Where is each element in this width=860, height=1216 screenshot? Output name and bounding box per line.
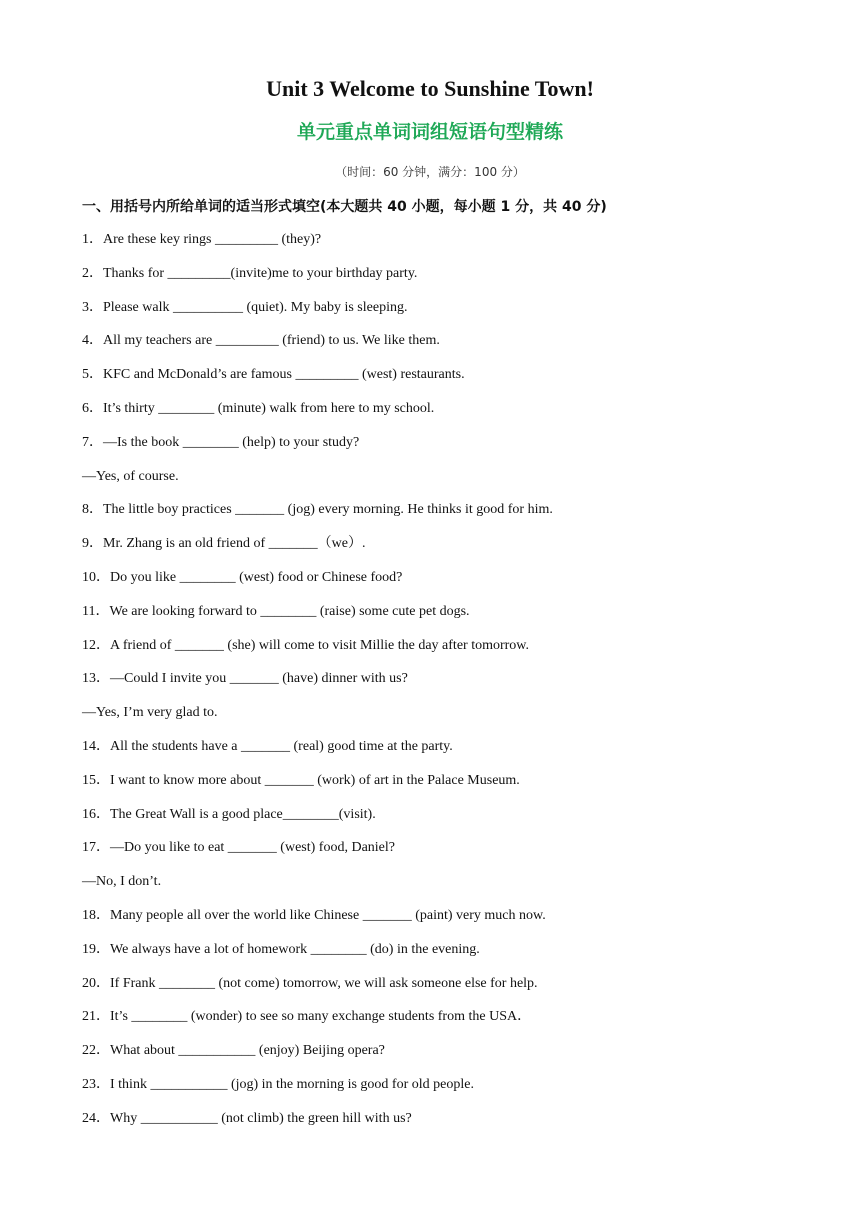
time-score-note: （时间：60 分钟，满分：100 分） xyxy=(335,165,525,179)
exercise-number: 18． xyxy=(82,907,110,923)
exercise-item xyxy=(82,432,802,466)
exercise-number: 10． xyxy=(82,569,110,585)
exercise-number: 17． xyxy=(82,840,110,856)
exercise-text: Mr. Zhang is an old friend of _______（we）. xyxy=(103,536,366,552)
exercise-list xyxy=(82,229,802,1142)
exercise-item xyxy=(82,1108,802,1142)
exercise-text: Thanks for _________(invite)me to your birthday party. xyxy=(103,265,418,281)
exercise-item xyxy=(82,770,802,804)
exercise-text: It’s thirty ________ (minute) walk from here to my school. xyxy=(103,400,435,416)
exercise-item xyxy=(82,601,802,635)
exercise-item xyxy=(82,499,802,533)
exercise-number: 24． xyxy=(82,1110,110,1126)
exercise-text: The little boy practices _______ (jog) every morning. He thinks it good for him. xyxy=(103,502,553,518)
exercise-item xyxy=(82,804,802,838)
exercise-item xyxy=(82,939,802,973)
exercise-text: We are looking forward to ________ (raise) some cute pet dogs. xyxy=(109,603,470,619)
exercise-item xyxy=(82,1040,802,1074)
exercise-item xyxy=(82,567,802,601)
document-subtitle: 单元重点单词词组短语句型精练 xyxy=(296,121,563,143)
exercise-item xyxy=(82,398,802,432)
exercise-answer-line xyxy=(82,871,802,905)
exercise-text: —Yes, of course. xyxy=(82,468,179,484)
exercise-number: 9． xyxy=(82,536,103,552)
exercise-text: What about ___________ (enjoy) Beijing opera? xyxy=(110,1043,385,1059)
exercise-item xyxy=(82,297,802,331)
exercise-text: The Great Wall is a good place________(visit). xyxy=(110,806,376,822)
exercise-number: 8． xyxy=(82,502,103,518)
exercise-text: Why ___________ (not climb) the green hill with us? xyxy=(110,1110,412,1126)
exercise-item xyxy=(82,668,802,702)
exercise-text: A friend of _______ (she) will come to visit Millie the day after tomorrow. xyxy=(110,637,530,653)
exercise-number: 5． xyxy=(82,367,103,383)
exercise-item xyxy=(82,533,802,567)
exercise-text: —Yes, I’m very glad to. xyxy=(82,705,218,721)
exercise-text: —Do you like to eat _______ (west) food, Daniel? xyxy=(110,840,395,856)
exercise-number: 22． xyxy=(82,1043,110,1059)
exercise-text: I want to know more about _______ (work) of art in the Palace Museum. xyxy=(110,772,520,788)
exercise-answer-line xyxy=(82,702,802,736)
exercise-text: —No, I don’t. xyxy=(82,874,162,890)
exercise-number: 13． xyxy=(82,671,110,687)
exercise-number: 4． xyxy=(82,333,103,349)
exercise-text: If Frank ________ (not come) tomorrow, we will ask someone else for help. xyxy=(110,975,538,991)
exercise-text: I think ___________ (jog) in the morning is good for old people. xyxy=(110,1076,474,1092)
exercise-item xyxy=(82,229,802,263)
exercise-answer-line xyxy=(82,466,802,500)
exercise-item xyxy=(82,905,802,939)
exercise-item xyxy=(82,1006,802,1040)
exercise-number: 23． xyxy=(82,1076,110,1092)
exercise-item xyxy=(82,263,802,297)
exercise-text: It’s ________ (wonder) to see so many exchange students from the USA． xyxy=(110,1009,532,1025)
exercise-number: 3． xyxy=(82,299,103,315)
exercise-number: 1． xyxy=(82,232,103,247)
exercise-text: —Could I invite you _______ (have) dinner with us? xyxy=(110,671,408,687)
exercise-item xyxy=(82,837,802,871)
exercise-number: 14． xyxy=(82,738,110,754)
section-heading: 一、用括号内所给单词的适当形式填空(本大题共 40 小题，每小题 1 分，共 40 分) xyxy=(82,199,607,215)
exercise-text: —Is the book ________ (help) to your study? xyxy=(103,434,360,450)
exercise-item xyxy=(82,635,802,669)
document-title: Unit 3 Welcome to Sunshine Town! xyxy=(266,76,594,101)
exercise-text: Are these key rings _________ (they)? xyxy=(103,232,322,247)
exercise-number: 12． xyxy=(82,637,110,653)
exercise-text: All the students have a _______ (real) good time at the party. xyxy=(110,738,453,754)
exercise-item xyxy=(82,736,802,770)
exercise-number: 21． xyxy=(82,1009,110,1025)
exercise-item xyxy=(82,973,802,1007)
exercise-number: 2． xyxy=(82,265,103,281)
exercise-number: 6． xyxy=(82,400,103,416)
exercise-number: 15． xyxy=(82,772,110,788)
exercise-text: KFC and McDonald’s are famous _________ (west) restaurants. xyxy=(103,367,465,383)
exercise-number: 19． xyxy=(82,941,110,957)
exercise-text: Please walk __________ (quiet). My baby is sleeping. xyxy=(103,299,408,315)
exercise-item xyxy=(82,1074,802,1108)
exercise-number: 20． xyxy=(82,975,110,991)
exercise-number: 11． xyxy=(82,603,110,619)
exercise-number: 7． xyxy=(82,434,103,450)
exercise-text: All my teachers are _________ (friend) to us. We like them. xyxy=(103,333,440,349)
exercise-item xyxy=(82,364,802,398)
exercise-text: Do you like ________ (west) food or Chinese food? xyxy=(110,569,403,585)
exercise-number: 16． xyxy=(82,806,110,822)
exercise-text: We always have a lot of homework ________ (do) in the evening. xyxy=(110,941,480,957)
exercise-text: Many people all over the world like Chinese _______ (paint) very much now. xyxy=(110,907,546,923)
exercise-item xyxy=(82,330,802,364)
